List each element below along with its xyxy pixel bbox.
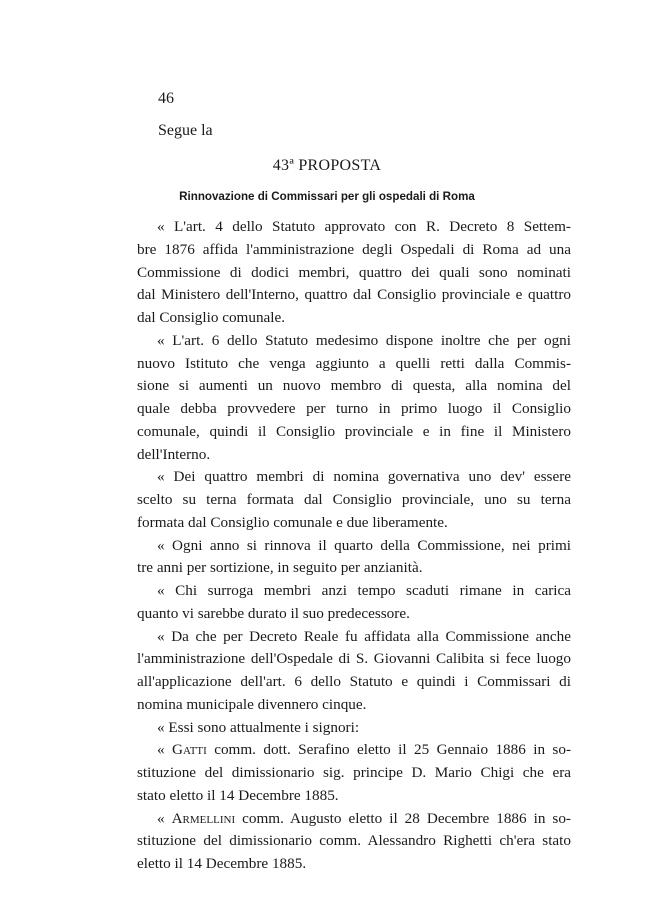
text-line: tre anni per sortizione, in seguito per anzianità.: [137, 559, 423, 577]
text-line: comunale, quindi il Consiglio provinciale e in fine il Ministero: [137, 422, 571, 440]
proposal-heading: 43ª PROPOSTA: [272, 157, 382, 174]
text-line: dal Ministero dell'Interno, quattro dal Consiglio provinciale e quattro: [137, 286, 571, 304]
text-line: Commissione di dodici membri, quattro dei quali sono nominati: [137, 263, 571, 281]
text-line: formata dal Consiglio comunale e due liberamente.: [137, 513, 448, 531]
text-line: all'applicazione dell'art. 6 dello Statuto e quindi i Commissari di: [137, 673, 571, 690]
text-line: dal Consiglio comunale.: [137, 309, 286, 326]
proposal-subheading: Rinnovazione di Commissari per gli ospedali di Roma: [179, 190, 475, 203]
text-line: stato eletto il 14 Decembre 1885.: [137, 786, 339, 804]
text-line: dell'Interno.: [137, 445, 211, 463]
text-line: eletto il 14 Decembre 1885.: [137, 855, 307, 872]
text-line: stituzione del dimissionario sig. principe D. Mario Chigi che era: [137, 764, 571, 781]
quote-mark: «: [157, 809, 172, 827]
text-line: nuovo Istituto che venga aggiunto a quelli retti dalla Commis-: [137, 354, 571, 372]
text-line: « Essi sono attualmente i signori:: [157, 718, 360, 736]
text-line: « L'art. 6 dello Statuto medesimo dispone inoltre che per ogni: [157, 331, 571, 349]
text-line: [137, 808, 571, 831]
text-line: sione si aumenti un nuovo membro di questa, alla nomina del: [137, 377, 571, 395]
text-line: « Ogni anno si rinnova il quarto della Commissione, nei primi: [157, 536, 571, 554]
quote-mark: «: [157, 741, 172, 759]
commissioner-name: Gatti: [172, 741, 207, 759]
text-line: stituzione del dimissionario comm. Alessandro Righetti ch'era stato: [137, 832, 571, 850]
text-line: quanto vi sarebbe durato il suo predecessore.: [137, 604, 410, 622]
intro-text: Segue la: [158, 122, 213, 139]
text-line: « Chi surroga membri anzi tempo scaduti rimane in carica: [157, 582, 571, 599]
text-line: « Dei quattro membri di nomina governativa uno dev' essere: [157, 468, 571, 486]
commissioner-name: Armellini: [171, 809, 236, 827]
line-text: comm. dott. Serafino eletto il 25 Gennaio 1886 in so-: [206, 741, 571, 759]
text-line: [137, 739, 571, 762]
text-line: nomina municipale divennero cinque.: [137, 695, 367, 713]
text-line: quale debba provvedere per turno in primo luogo il Consiglio: [137, 400, 571, 417]
line-text: comm. Augusto eletto il 28 Decembre 1886 in so-: [235, 809, 571, 827]
page-number: 46: [158, 90, 174, 107]
body-text: [137, 216, 571, 876]
text-line: « L'art. 4 dello Statuto approvato con R. Decreto 8 Settem-: [157, 218, 571, 235]
text-line: l'amministrazione dell'Ospedale di S. Giovanni Calibita si fece luogo: [137, 650, 571, 668]
text-line: scelto su terna formata dal Consiglio provinciale, uno su terna: [137, 491, 571, 508]
text-line: bre 1876 affida l'amministrazione degli Ospedali di Roma ad una: [137, 240, 571, 258]
text-line: « Da che per Decreto Reale fu affidata alla Commissione anche: [157, 627, 571, 645]
